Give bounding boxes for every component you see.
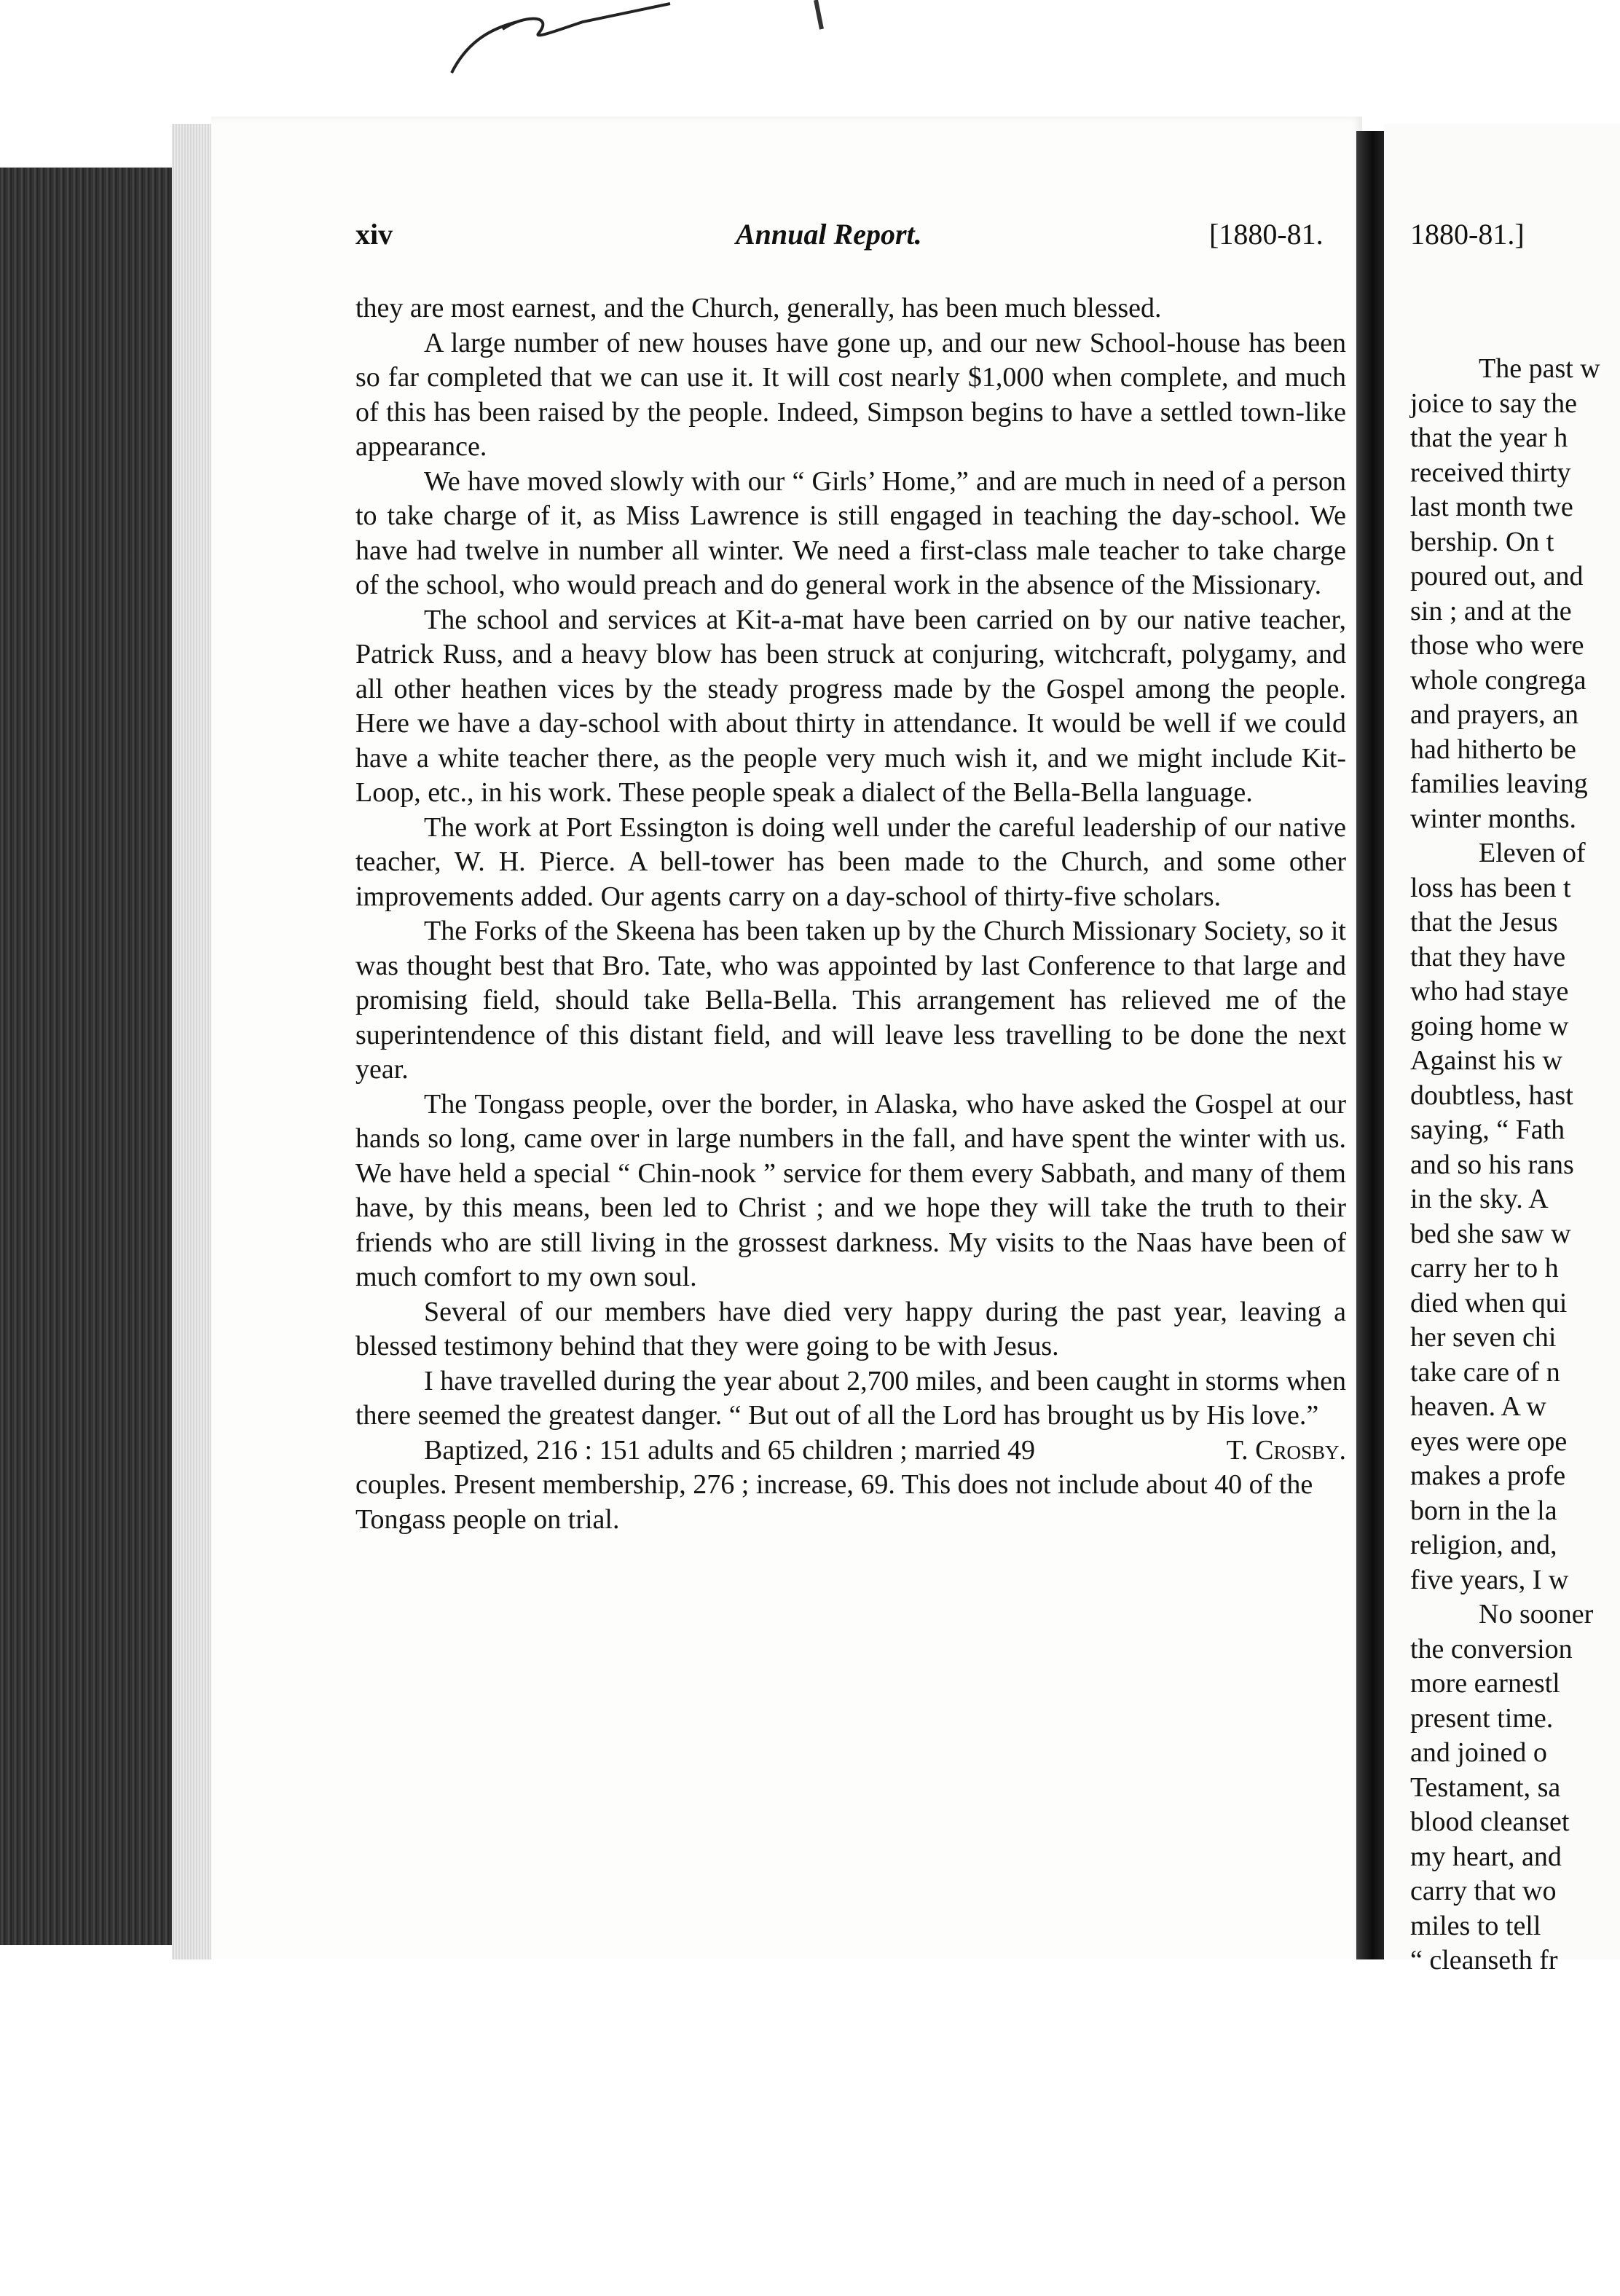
right-page-line: The past w xyxy=(1479,353,1600,384)
signature: T. Crosby. xyxy=(1226,1434,1346,1466)
right-page-line: that the year h xyxy=(1410,422,1568,453)
right-page-line: and so his rans xyxy=(1410,1149,1574,1180)
right-page-line: sin ; and at the xyxy=(1410,595,1572,626)
right-page-line: present time. xyxy=(1410,1702,1554,1734)
running-year-left: [1880-81. xyxy=(1209,218,1324,251)
right-page-line: eyes were ope xyxy=(1410,1426,1568,1457)
paragraph-text: Baptized, 216 : 151 adults and 65 children ; married 49 couples. Present membership, 276 ; increase, 69. This does not include about 40 of the Tongass people on trial. xyxy=(355,1434,1313,1535)
right-page-line: take care of n xyxy=(1410,1356,1560,1388)
right-page-line: carry that wo xyxy=(1410,1876,1557,1906)
right-page-line: makes a profe xyxy=(1410,1460,1566,1491)
right-page-line: and joined o xyxy=(1410,1737,1547,1768)
right-page-line: Against his w xyxy=(1410,1045,1562,1076)
right-page-line: religion, and, xyxy=(1410,1530,1557,1560)
main-text-column xyxy=(355,291,1346,1537)
right-page-line: “ cleanseth fr xyxy=(1410,1945,1558,1975)
running-title: Annual Report. xyxy=(736,218,922,251)
page-number: xiv xyxy=(355,218,393,251)
right-page-line: families leaving xyxy=(1410,768,1588,799)
right-page-line: had hitherto be xyxy=(1410,734,1576,765)
paragraph: We have moved slowly with our “ Girls’ Home,” and are much in need of a person to take charge of it, as Miss Lawrence is still engaged in teaching the day-school. We have had twelve in number all winter. We need a first-class male teacher to take charge of the school, who would preach and do general work in the absence of the Missionary. xyxy=(355,465,1346,600)
closing-paragraph xyxy=(355,1434,1346,1538)
right-page-line: those who were xyxy=(1410,630,1584,661)
right-page-line: poured out, and xyxy=(1410,561,1584,591)
right-page-line: bed she saw w xyxy=(1410,1218,1571,1249)
paragraph: The Tongass people, over the border, in Alaska, who have asked the Gospel at our hands so long, came over in large numbers in the fall, and have spent the winter with us. We have held a special “ Chin-nook ” service for them every Sabbath, and many of them have, by this means, been led to Christ ; and we hope they will take the truth to their friends who are still living in the grossest darkness. My visits to the Naas have been of much comfort to my own soul. xyxy=(355,1088,1346,1292)
right-page-line: born in the la xyxy=(1410,1495,1557,1526)
right-page-line: miles to tell xyxy=(1410,1910,1541,1941)
right-page-line: loss has been t xyxy=(1410,872,1571,903)
right-page-line: doubtless, hast xyxy=(1410,1080,1573,1111)
scan-background xyxy=(0,1959,1620,2296)
right-page-line: and prayers, an xyxy=(1410,699,1579,730)
right-page-line: died when qui xyxy=(1410,1287,1568,1318)
right-page-line: bership. On t xyxy=(1410,526,1554,557)
right-page-line: the conversion xyxy=(1410,1633,1573,1664)
right-page-line: No sooner xyxy=(1479,1599,1594,1629)
right-page-line: Testament, sa xyxy=(1410,1772,1561,1803)
right-page-line: going home w xyxy=(1410,1010,1569,1042)
right-page-text xyxy=(1410,352,1620,1978)
paragraph: The work at Port Essington is doing well under the careful leadership of our native teacher, W. H. Pierce. A bell-tower has been made to the Church, and some other improvements added. Our agents carry on a day-school of thirty-five scholars. xyxy=(355,811,1346,912)
right-page-line: last month twe xyxy=(1410,492,1573,522)
right-page-line: carry her to h xyxy=(1410,1253,1559,1283)
right-page-line: five years, I w xyxy=(1410,1564,1569,1595)
right-page-line: her seven chi xyxy=(1410,1322,1557,1353)
right-page-line: winter months. xyxy=(1410,803,1576,834)
right-page-line: my heart, and xyxy=(1410,1841,1562,1872)
right-page-line: Eleven of xyxy=(1479,838,1586,868)
right-page-line: more earnestl xyxy=(1410,1668,1560,1699)
right-page-line: in the sky. A xyxy=(1410,1184,1549,1214)
right-page-line: blood cleanset xyxy=(1410,1806,1570,1837)
paragraph: The Forks of the Skeena has been taken up by the Church Missionary Society, so it was thought best that Bro. Tate, who was appointed by last Conference to that large and promising field, should take Bella-Bella. This arrangement has relieved me of the superintendence of this distant field, and will leave less travelling to be done the next year. xyxy=(355,916,1346,1085)
paragraph: The school and services at Kit-a-mat have been carried on by our native teacher, Patrick Russ, and a heavy blow has been struck at conjuring, witchcraft, polygamy, and all other heathen vices by the steady progress made by the Gospel among the people. Here we have a day-school with about thirty in attendance. It would be well if we could have a white teacher there, as the people very much wish it, and we might include Kit-Loop, etc., in his work. These people speak a dialect of the Bella-Bella language. xyxy=(355,604,1346,808)
right-page-line: joice to say the xyxy=(1410,388,1577,419)
page-edges-dark xyxy=(0,168,182,1945)
right-page-line: who had staye xyxy=(1410,976,1569,1007)
right-page-line: heaven. A w xyxy=(1410,1391,1546,1422)
paragraph: A large number of new houses have gone up, and our new School-house has been so far completed that we can use it. It will cost nearly $1,000 when complete, and much of this has been raised by the people. Indeed, Simpson begins to have a settled town-like appearance. xyxy=(355,327,1346,462)
page-edges-light xyxy=(172,124,216,1967)
pen-mark xyxy=(437,0,874,87)
right-page-line: saying, “ Fath xyxy=(1410,1114,1565,1145)
paragraph: they are most earnest, and the Church, generally, has been much blessed. xyxy=(355,293,1162,323)
running-year-right: 1880-81.] xyxy=(1410,218,1525,251)
right-page-line: received thirty xyxy=(1410,457,1571,488)
right-page-line: that they have xyxy=(1410,941,1566,972)
paragraph: I have travelled during the year about 2,700 miles, and been caught in storms when there seemed the greatest danger. “ But out of all the Lord has brought us by His love.” xyxy=(355,1365,1346,1431)
right-page-line: that the Jesus xyxy=(1410,907,1558,937)
paragraph: Several of our members have died very happy during the past year, leaving a blessed testimony behind that they were going to be with Jesus. xyxy=(355,1296,1346,1361)
right-page-line: whole congrega xyxy=(1410,664,1586,696)
